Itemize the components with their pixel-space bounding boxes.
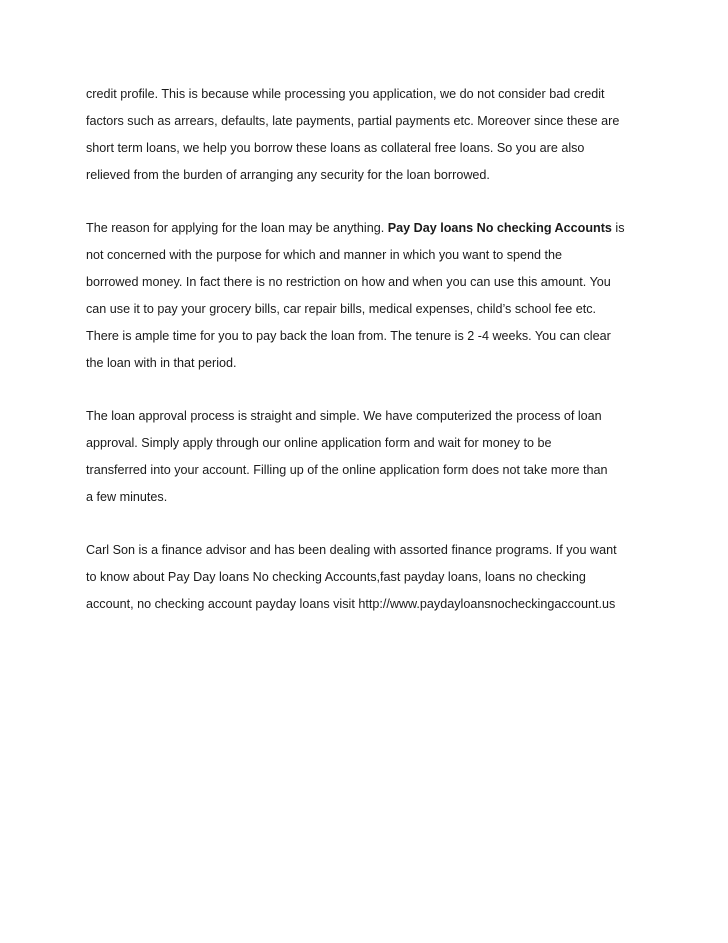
text-line bbox=[86, 457, 646, 484]
paragraph-author-bio bbox=[86, 537, 646, 618]
text-segment: can use it to pay your grocery bills, car repair bills, medical expenses, child’s school fee etc. bbox=[86, 302, 597, 316]
text-line bbox=[86, 564, 646, 591]
bold-keyword: Pay Day loans No checking Accounts bbox=[387, 221, 612, 235]
text-line bbox=[86, 350, 646, 377]
text-line bbox=[86, 296, 646, 323]
text-segment: the loan with in that period. bbox=[86, 356, 237, 370]
text-segment: to know about Pay Day loans No checking Accounts,fast payday loans, loans no checking bbox=[86, 570, 586, 584]
text-segment: The loan approval process is straight and simple. We have computerized the process of loan bbox=[86, 409, 602, 423]
text-line bbox=[86, 108, 646, 135]
text-segment: There is ample time for you to pay back the loan from. The tenure is 2 -4 weeks. You can clear bbox=[86, 329, 611, 343]
text-segment: Carl Son is a finance advisor and has been dealing with assorted finance programs. If you want bbox=[86, 543, 617, 557]
text-segment: factors such as arrears, defaults, late payments, partial payments etc. Moreover since these are bbox=[86, 114, 620, 128]
text-line bbox=[86, 591, 646, 618]
document-body bbox=[86, 81, 646, 644]
text-line bbox=[86, 269, 646, 296]
text-line bbox=[86, 81, 646, 108]
text-segment: relieved from the burden of arranging any security for the loan borrowed. bbox=[86, 168, 490, 182]
text-line bbox=[86, 323, 646, 350]
text-segment: The reason for applying for the loan may be anything. bbox=[86, 221, 388, 235]
text-segment: a few minutes. bbox=[86, 490, 168, 504]
text-line bbox=[86, 242, 646, 269]
paragraph-approval-process bbox=[86, 403, 646, 511]
paragraph-loan-purpose bbox=[86, 215, 646, 377]
text-segment: account, no checking account payday loans visit http://www.paydayloansnocheckingaccount.us bbox=[86, 597, 616, 611]
text-line bbox=[86, 403, 646, 430]
text-line bbox=[86, 135, 646, 162]
text-line bbox=[86, 430, 646, 457]
text-line bbox=[86, 484, 646, 511]
text-segment: is bbox=[611, 221, 625, 235]
text-line bbox=[86, 537, 646, 564]
paragraph-credit-profile bbox=[86, 81, 646, 189]
text-line bbox=[86, 215, 646, 242]
text-segment: approval. Simply apply through our online application form and wait for money to be bbox=[86, 436, 552, 450]
text-segment: credit profile. This is because while processing you application, we do not consider bad credit bbox=[86, 87, 605, 101]
text-line bbox=[86, 162, 646, 189]
text-segment: not concerned with the purpose for which and manner in which you want to spend the bbox=[86, 248, 563, 262]
text-segment: short term loans, we help you borrow these loans as collateral free loans. So you are also bbox=[86, 141, 585, 155]
text-segment: borrowed money. In fact there is no restriction on how and when you can use this amount. You bbox=[86, 275, 611, 289]
text-segment: transferred into your account. Filling up of the online application form does not take more than bbox=[86, 463, 608, 477]
